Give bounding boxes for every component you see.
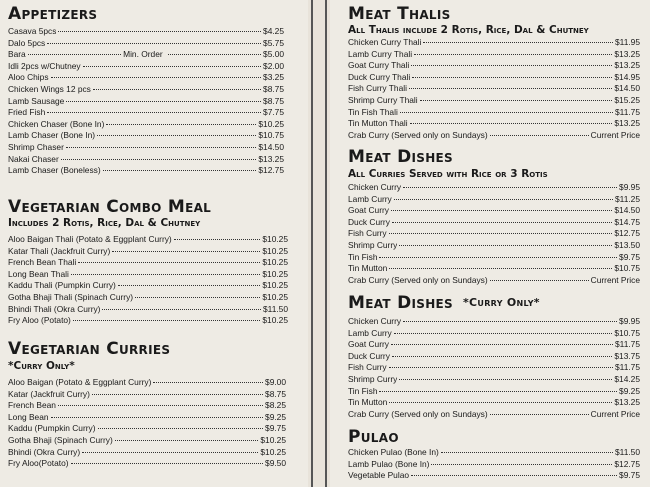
- pulao-section: [348, 427, 640, 482]
- item-price: $11.75: [615, 339, 640, 350]
- item-name: Duck Curry: [348, 216, 390, 227]
- item-price: $12.75: [614, 228, 640, 239]
- dot-leader: [394, 199, 613, 200]
- menu-item: [348, 60, 640, 72]
- dot-leader: [168, 54, 261, 55]
- item-price: $10.75: [614, 327, 640, 338]
- menu-item: [8, 154, 284, 166]
- menu-item: [348, 386, 640, 398]
- item-price: $13.25: [614, 48, 640, 59]
- dot-leader: [51, 417, 264, 418]
- menu-item: [8, 107, 284, 119]
- section-subtitle: All Thalis include 2 Rotis, Rice, Dal & Chutney: [348, 24, 589, 36]
- dot-leader: [93, 89, 261, 90]
- item-name: Chicken Curry: [348, 316, 402, 326]
- item-price: $10.25: [260, 434, 286, 445]
- dot-leader: [409, 88, 612, 89]
- menu-item: [8, 292, 288, 304]
- item-name: Chicken Curry Thali: [348, 37, 422, 47]
- dot-leader: [66, 101, 261, 102]
- menu-list: [8, 377, 286, 470]
- menu-item: [8, 257, 288, 269]
- item-price: $10.25: [262, 245, 288, 256]
- dot-leader: [394, 333, 613, 334]
- item-name: Casava 5pcs: [8, 26, 57, 36]
- item-name: Fry Aloo (Potato): [8, 315, 71, 326]
- item-name: Aloo Baigan (Potato & Eggplant Curry): [8, 377, 152, 387]
- item-price: $9.75: [265, 423, 286, 434]
- item-price: $11.50: [263, 303, 288, 314]
- item-name: Lamb Chaser (Boneless): [8, 165, 101, 176]
- item-note: Min. Order: [123, 49, 163, 60]
- item-price: Current Price: [590, 408, 640, 419]
- item-name: Shrimp Curry: [348, 239, 398, 250]
- section-subtitle: Includes 2 Rotis, Rice, Dal & Chutney: [8, 217, 201, 229]
- section-title: Vegetarian Curries: [8, 339, 171, 359]
- item-price: $13.25: [614, 60, 640, 71]
- item-name: Katar Thali (Jackfruit Curry): [8, 245, 111, 256]
- item-price: $8.75: [265, 388, 286, 399]
- item-price: $13.25: [614, 397, 640, 408]
- item-price: $7.75: [263, 107, 284, 118]
- dot-leader: [490, 414, 589, 415]
- dot-leader: [490, 135, 589, 136]
- meat-dishes-curry-only-section: [348, 293, 640, 420]
- item-price: $9.75: [619, 251, 640, 262]
- menu-item: [8, 269, 288, 281]
- menu-item: [8, 377, 286, 389]
- item-name: French Bean: [8, 400, 56, 411]
- item-price: $9.25: [619, 385, 640, 396]
- dot-leader: [118, 285, 261, 286]
- menu-item: [8, 315, 288, 327]
- item-name: Shrimp Curry: [348, 373, 398, 384]
- item-price: $5.00: [263, 49, 285, 60]
- section-subtitle: All Curries Served with Rice or 3 Rotis: [348, 168, 548, 180]
- item-price: $3.25: [263, 72, 284, 83]
- dot-leader: [414, 54, 612, 55]
- item-name: Tin Mutton: [348, 397, 388, 408]
- item-price: $14.50: [258, 141, 284, 152]
- column-divider: [325, 0, 327, 487]
- dot-leader: [389, 268, 612, 269]
- dot-leader: [61, 159, 257, 160]
- dot-leader: [379, 391, 617, 392]
- dot-leader: [400, 112, 613, 113]
- veg-curries-section: [8, 339, 286, 470]
- meat-dishes-section: [348, 147, 640, 286]
- section-subtitle: *Curry Only*: [462, 296, 540, 309]
- menu-item: [8, 26, 284, 38]
- section-title: Appetizers: [8, 4, 98, 24]
- menu-list: [8, 234, 288, 327]
- item-price: $9.00: [265, 377, 286, 387]
- item-price: $10.25: [260, 446, 286, 457]
- menu-item: [348, 362, 640, 374]
- item-name: Tin Mutton Thali: [348, 118, 408, 129]
- menu-list: [348, 182, 640, 286]
- item-price: $8.75: [263, 95, 284, 106]
- dot-leader: [135, 297, 260, 298]
- item-price: $15.25: [614, 94, 640, 105]
- dot-leader: [420, 100, 613, 101]
- section-title: Vegetarian Combo Meal: [8, 197, 212, 217]
- item-name: Long Bean: [8, 411, 49, 422]
- item-name: Goat Curry Thali: [348, 60, 410, 71]
- dot-leader: [403, 187, 617, 188]
- dot-leader: [115, 440, 259, 441]
- item-name: Kaddu Thali (Pumpkin Curry): [8, 280, 116, 291]
- menu-item: [8, 412, 286, 424]
- item-name: Aloo Baigan Thali (Potato & Eggplant Curry): [8, 234, 172, 244]
- item-name: Lamb Sausage: [8, 95, 65, 106]
- item-name: Lamb Pulao (Bone In): [348, 458, 430, 469]
- menu-item: [348, 194, 640, 206]
- item-price: $10.25: [262, 315, 288, 326]
- dot-leader: [51, 77, 262, 78]
- dot-leader: [103, 170, 257, 171]
- menu-item: [348, 374, 640, 386]
- menu-item: [348, 182, 640, 194]
- item-name: Kaddu (Pumpkin Curry): [8, 423, 96, 434]
- menu-item: [8, 246, 288, 258]
- menu-item: [348, 275, 640, 287]
- item-price: $5.75: [263, 37, 284, 48]
- item-name: Shrimp Curry Thali: [348, 94, 418, 105]
- section-title: [348, 293, 640, 313]
- section-subtitle: *Curry Only*: [8, 360, 75, 372]
- item-price: $11.75: [615, 362, 640, 373]
- dot-leader: [112, 251, 260, 252]
- item-name: Crab Curry (Served only on Sundays): [348, 408, 488, 419]
- item-name: Crab Curry (Served only on Sundays): [348, 274, 488, 285]
- dot-leader: [423, 42, 613, 43]
- menu-item: [348, 95, 640, 107]
- item-price: $10.75: [614, 263, 640, 274]
- item-name: Duck Curry Thali: [348, 71, 411, 82]
- item-name: Goat Curry: [348, 339, 389, 350]
- item-price: $11.95: [615, 37, 640, 47]
- item-price: $10.25: [258, 118, 284, 129]
- menu-item: [348, 217, 640, 229]
- dot-leader: [389, 233, 613, 234]
- menu-item: [8, 49, 284, 61]
- menu-item: [348, 118, 640, 130]
- menu-item: [8, 389, 286, 401]
- item-price: $9.75: [619, 470, 640, 481]
- menu-item: [348, 470, 640, 482]
- item-price: $14.25: [614, 373, 640, 384]
- section-title: Meat Dishes: [348, 147, 453, 167]
- item-price: $2.00: [263, 60, 284, 71]
- item-price: $10.75: [258, 130, 284, 141]
- item-price: $13.25: [258, 153, 284, 164]
- item-name: Goat Curry: [348, 205, 389, 216]
- menu-item: [8, 165, 284, 177]
- item-price: $13.50: [614, 239, 640, 250]
- menu-item: [348, 459, 640, 471]
- item-price: $12.75: [258, 165, 284, 176]
- item-name: Fry Aloo(Potato): [8, 458, 69, 469]
- item-price: $12.75: [614, 458, 640, 469]
- item-price: $14.75: [614, 216, 640, 227]
- dot-leader: [47, 112, 261, 113]
- section-title: Pulao: [348, 427, 399, 447]
- item-price: Current Price: [590, 274, 640, 285]
- dot-leader: [102, 309, 261, 310]
- menu-item: [8, 96, 284, 108]
- menu-item: [348, 72, 640, 84]
- item-price: $10.25: [262, 234, 288, 244]
- item-name: Chicken Chaser (Bone In): [8, 118, 105, 129]
- item-price: $8.25: [265, 400, 286, 411]
- dot-leader: [431, 464, 612, 465]
- item-name: Lamb Chaser (Bone In): [8, 130, 96, 141]
- item-price: $9.25: [265, 411, 286, 422]
- menu-item: [8, 458, 286, 470]
- menu-item: [348, 49, 640, 61]
- menu-item: [8, 400, 286, 412]
- menu-item: [8, 423, 286, 435]
- menu-item: [8, 447, 286, 459]
- dot-leader: [97, 135, 256, 136]
- item-name: Tin Fish Thali: [348, 106, 398, 117]
- item-price: $14.95: [614, 71, 640, 82]
- menu-item: [348, 205, 640, 217]
- item-price: $10.25: [262, 280, 288, 291]
- item-price: $8.75: [263, 83, 284, 94]
- dot-leader: [379, 257, 617, 258]
- menu-list: [348, 447, 640, 482]
- column-divider: [311, 0, 313, 487]
- item-name: Bara: [8, 49, 26, 60]
- dot-leader: [92, 394, 263, 395]
- item-name: Lamb Curry: [348, 193, 392, 204]
- dot-leader: [83, 66, 261, 67]
- menu-item: [8, 234, 288, 246]
- item-price: $10.25: [262, 257, 288, 268]
- menu-item: [348, 263, 640, 275]
- menu-item: [8, 130, 284, 142]
- item-price: $4.25: [263, 26, 284, 36]
- item-price: $9.95: [619, 182, 640, 192]
- dot-leader: [411, 475, 617, 476]
- item-name: Gotha Bhaji (Spinach Curry): [8, 434, 113, 445]
- item-name: Chicken Pulao (Bone In): [348, 447, 439, 457]
- dot-leader: [71, 274, 261, 275]
- dot-leader: [82, 452, 258, 453]
- item-name: Bhindi (Okra Curry): [8, 446, 81, 457]
- item-price: $14.50: [614, 83, 640, 94]
- menu-item: [348, 228, 640, 240]
- menu-item: [8, 61, 284, 73]
- item-name: Fish Curry Thali: [348, 83, 407, 94]
- dot-leader: [78, 262, 260, 263]
- item-name: Fish Curry: [348, 228, 387, 239]
- item-price: $13.75: [614, 350, 640, 361]
- menu-item: [348, 397, 640, 409]
- dot-leader: [47, 43, 261, 44]
- dot-leader: [98, 428, 264, 429]
- veg-combo-section: [8, 197, 288, 327]
- item-name: Long Bean Thali: [8, 268, 69, 279]
- dot-leader: [399, 245, 612, 246]
- item-name: Chicken Wings 12 pcs: [8, 83, 91, 94]
- item-name: Tin Fish: [348, 385, 378, 396]
- item-price: $11.50: [615, 447, 640, 457]
- menu-item: [348, 107, 640, 119]
- menu-list: [348, 37, 640, 141]
- item-price: $10.25: [262, 268, 288, 279]
- menu-item: [8, 142, 284, 154]
- section-title: Meat Thalis: [348, 4, 451, 24]
- dot-leader: [410, 123, 613, 124]
- dot-leader: [153, 382, 263, 383]
- item-name: Bhindi Thali (Okra Curry): [8, 303, 101, 314]
- dot-leader: [391, 210, 612, 211]
- item-name: Lamb Curry: [348, 327, 392, 338]
- menu-item: [8, 435, 286, 447]
- menu-item: [348, 130, 640, 142]
- item-name: Shrimp Chaser: [8, 141, 64, 152]
- item-name: Aloo Chips: [8, 72, 49, 83]
- dot-leader: [391, 344, 613, 345]
- item-name: French Bean Thali: [8, 257, 77, 268]
- dot-leader: [174, 239, 261, 240]
- menu-item: [348, 37, 640, 49]
- dot-leader: [411, 65, 612, 66]
- item-name: Vegetable Pulao: [348, 470, 410, 481]
- dot-leader: [441, 452, 613, 453]
- menu-item: [348, 409, 640, 421]
- menu-item: [8, 72, 284, 84]
- dot-leader: [392, 222, 612, 223]
- item-price: $13.25: [614, 118, 640, 129]
- dot-leader: [399, 379, 612, 380]
- menu-item: [348, 328, 640, 340]
- dot-leader: [58, 31, 261, 32]
- item-name: Nakai Chaser: [8, 153, 59, 164]
- item-price: $11.75: [615, 106, 640, 117]
- item-name: Lamb Curry Thali: [348, 48, 413, 59]
- menu-item: [348, 316, 640, 328]
- item-name: Fried Fish: [8, 107, 46, 118]
- menu-item: [8, 280, 288, 292]
- menu-item: [8, 38, 284, 50]
- item-name: Fish Curry: [348, 362, 387, 373]
- dot-leader: [403, 321, 617, 322]
- item-price: $9.50: [265, 458, 286, 469]
- dot-leader: [106, 124, 256, 125]
- item-price: $9.95: [619, 316, 640, 326]
- dot-leader: [389, 402, 612, 403]
- dot-leader: [389, 367, 613, 368]
- menu-item: [8, 84, 284, 96]
- menu-item: [348, 252, 640, 264]
- item-name: Dalo 5pcs: [8, 37, 46, 48]
- item-name: Tin Fish: [348, 251, 378, 262]
- menu-item: [348, 83, 640, 95]
- menu-item: [348, 447, 640, 459]
- item-name: Idli 2pcs w/Chutney: [8, 60, 81, 71]
- item-price: $11.25: [615, 193, 640, 204]
- dot-leader: [490, 280, 589, 281]
- item-price: $14.50: [614, 205, 640, 216]
- menu-item: [8, 119, 284, 131]
- menu-item: [348, 339, 640, 351]
- menu-item: [348, 351, 640, 363]
- item-name: Gotha Bhaji Thali (Spinach Curry): [8, 291, 134, 302]
- dot-leader: [412, 77, 612, 78]
- item-name: Katar (Jackfruit Curry): [8, 388, 90, 399]
- meat-thalis-section: [348, 4, 640, 141]
- menu-item: [8, 304, 288, 316]
- menu-list: [348, 316, 640, 420]
- appetizers-section: [8, 4, 284, 177]
- dot-leader: [66, 147, 257, 148]
- item-name: Chicken Curry: [348, 182, 402, 192]
- item-name: Duck Curry: [348, 350, 390, 361]
- menu-item: [348, 240, 640, 252]
- dot-leader: [73, 320, 261, 321]
- item-name: Tin Mutton: [348, 263, 388, 274]
- dot-leader: [58, 405, 263, 406]
- item-price: Current Price: [590, 129, 640, 140]
- item-price: $10.25: [262, 291, 288, 302]
- menu-list: [8, 26, 284, 177]
- dot-leader: [28, 54, 121, 55]
- dot-leader: [392, 356, 612, 357]
- section-title-text: Meat Dishes: [348, 293, 453, 313]
- item-name: Crab Curry (Served only on Sundays): [348, 129, 488, 140]
- dot-leader: [71, 463, 264, 464]
